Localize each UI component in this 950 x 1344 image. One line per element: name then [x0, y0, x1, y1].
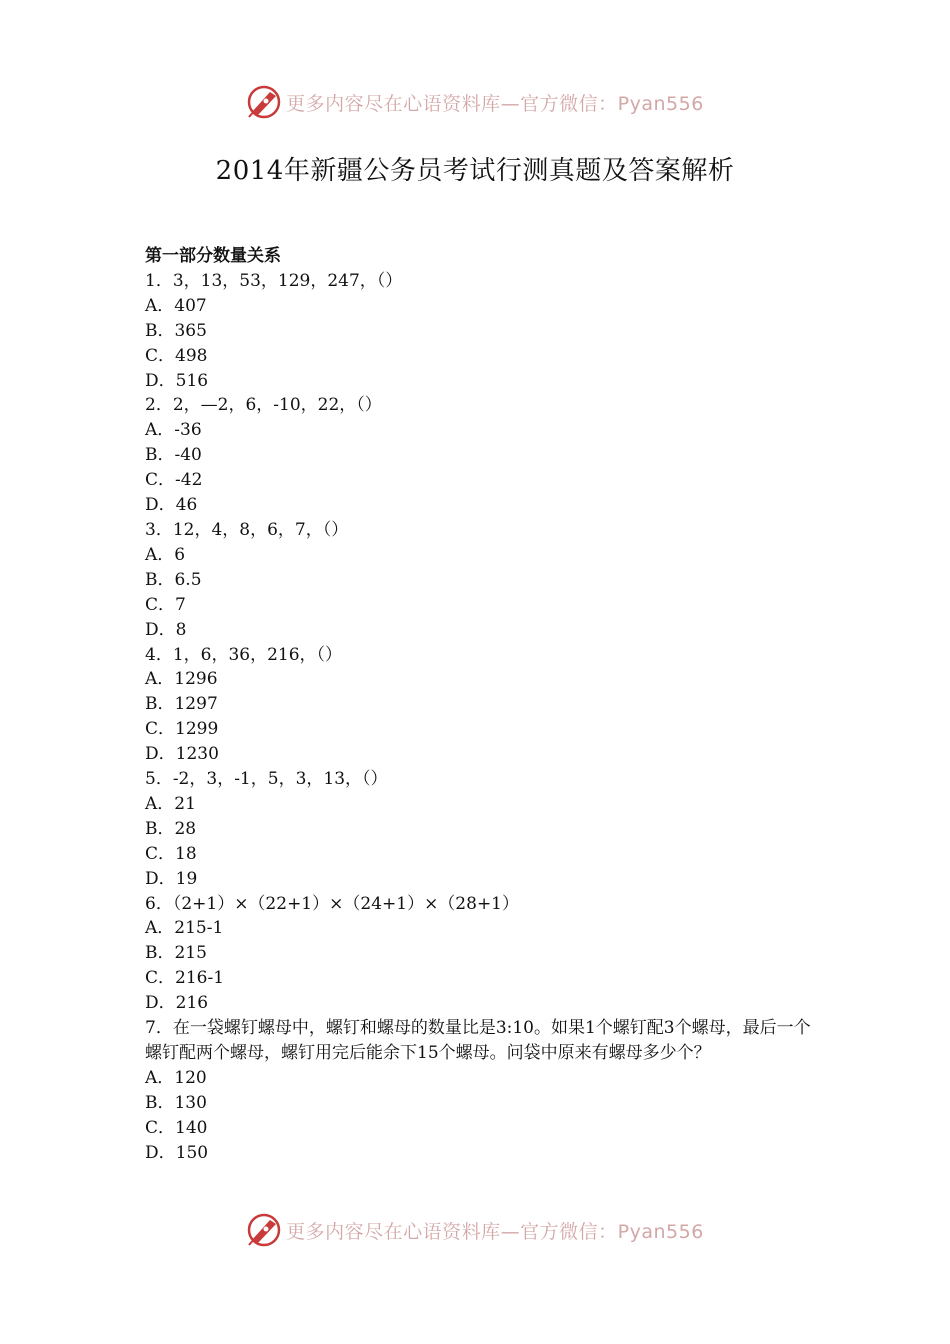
option-a: A．6 [145, 544, 186, 565]
question-6 [145, 892, 825, 1017]
question-stem: 4．1，6，36，216，（） [145, 644, 343, 665]
option-c: C．1299 [145, 719, 219, 740]
question-stem: 1．3，13，53，129，247，（） [145, 270, 403, 291]
banner-inner [246, 1212, 704, 1248]
pen-nib-logo-icon [246, 84, 282, 120]
banner-text: 更多内容尽在心语资料库—官方微信：Pyan556 [286, 92, 704, 115]
option-d: D．1230 [145, 744, 219, 765]
option-b: B．215 [145, 943, 207, 964]
section-heading: 第一部分数量关系 [145, 246, 281, 266]
question-stem: 7．在一袋螺钉螺母中，螺钉和螺母的数量比是3:10。如果1个螺钉配3个螺母，最后一个螺钉配两个螺母，螺钉用完后能余下15个螺母。问袋中原来有螺母多少个？ [145, 1018, 811, 1063]
option-c: C．18 [145, 843, 197, 864]
option-c: C．216-1 [145, 968, 225, 989]
option-c: C．140 [145, 1117, 208, 1138]
option-c: C．-42 [145, 470, 203, 491]
document-title: 2014年新疆公务员考试行测真题及答案解析 [215, 156, 735, 186]
document-body [145, 244, 825, 1166]
option-d: D．19 [145, 868, 198, 889]
option-a: A．407 [145, 295, 207, 316]
option-a: A．215-1 [145, 918, 224, 939]
option-b: B．1297 [145, 694, 218, 715]
option-b: B．130 [145, 1092, 207, 1113]
option-d: D．150 [145, 1142, 209, 1163]
option-d: D．8 [145, 619, 187, 640]
header-banner [0, 82, 950, 122]
option-b: B．6.5 [145, 569, 202, 590]
banner-inner [246, 84, 704, 120]
question-stem: 2．2，—2，6，-10，22，（） [145, 395, 382, 416]
question-7 [145, 1016, 825, 1165]
question-4 [145, 643, 825, 768]
option-b: B．28 [145, 818, 197, 839]
option-a: A．21 [145, 793, 196, 814]
option-c: C．498 [145, 345, 208, 366]
question-1 [145, 269, 825, 394]
option-a: A．120 [145, 1067, 207, 1088]
option-a: A．-36 [145, 420, 202, 441]
question-3 [145, 518, 825, 643]
option-d: D．216 [145, 993, 209, 1014]
footer-banner [0, 1210, 950, 1250]
banner-text: 更多内容尽在心语资料库—官方微信：Pyan556 [286, 1220, 704, 1243]
question-stem: 3．12，4，8，6，7，（） [145, 519, 349, 540]
question-5 [145, 767, 825, 892]
pen-nib-logo-icon [246, 1212, 282, 1248]
option-d: D．516 [145, 370, 209, 391]
question-2 [145, 393, 825, 518]
option-d: D．46 [145, 495, 198, 516]
question-stem: 5．-2，3，-1，5，3，13，（） [145, 769, 388, 790]
option-b: B．-40 [145, 445, 202, 466]
option-c: C．7 [145, 594, 186, 615]
option-a: A．1296 [145, 669, 218, 690]
question-stem: 6．（2+1）×（22+1）×（24+1）×（28+1） [145, 893, 519, 914]
option-b: B．365 [145, 320, 207, 341]
